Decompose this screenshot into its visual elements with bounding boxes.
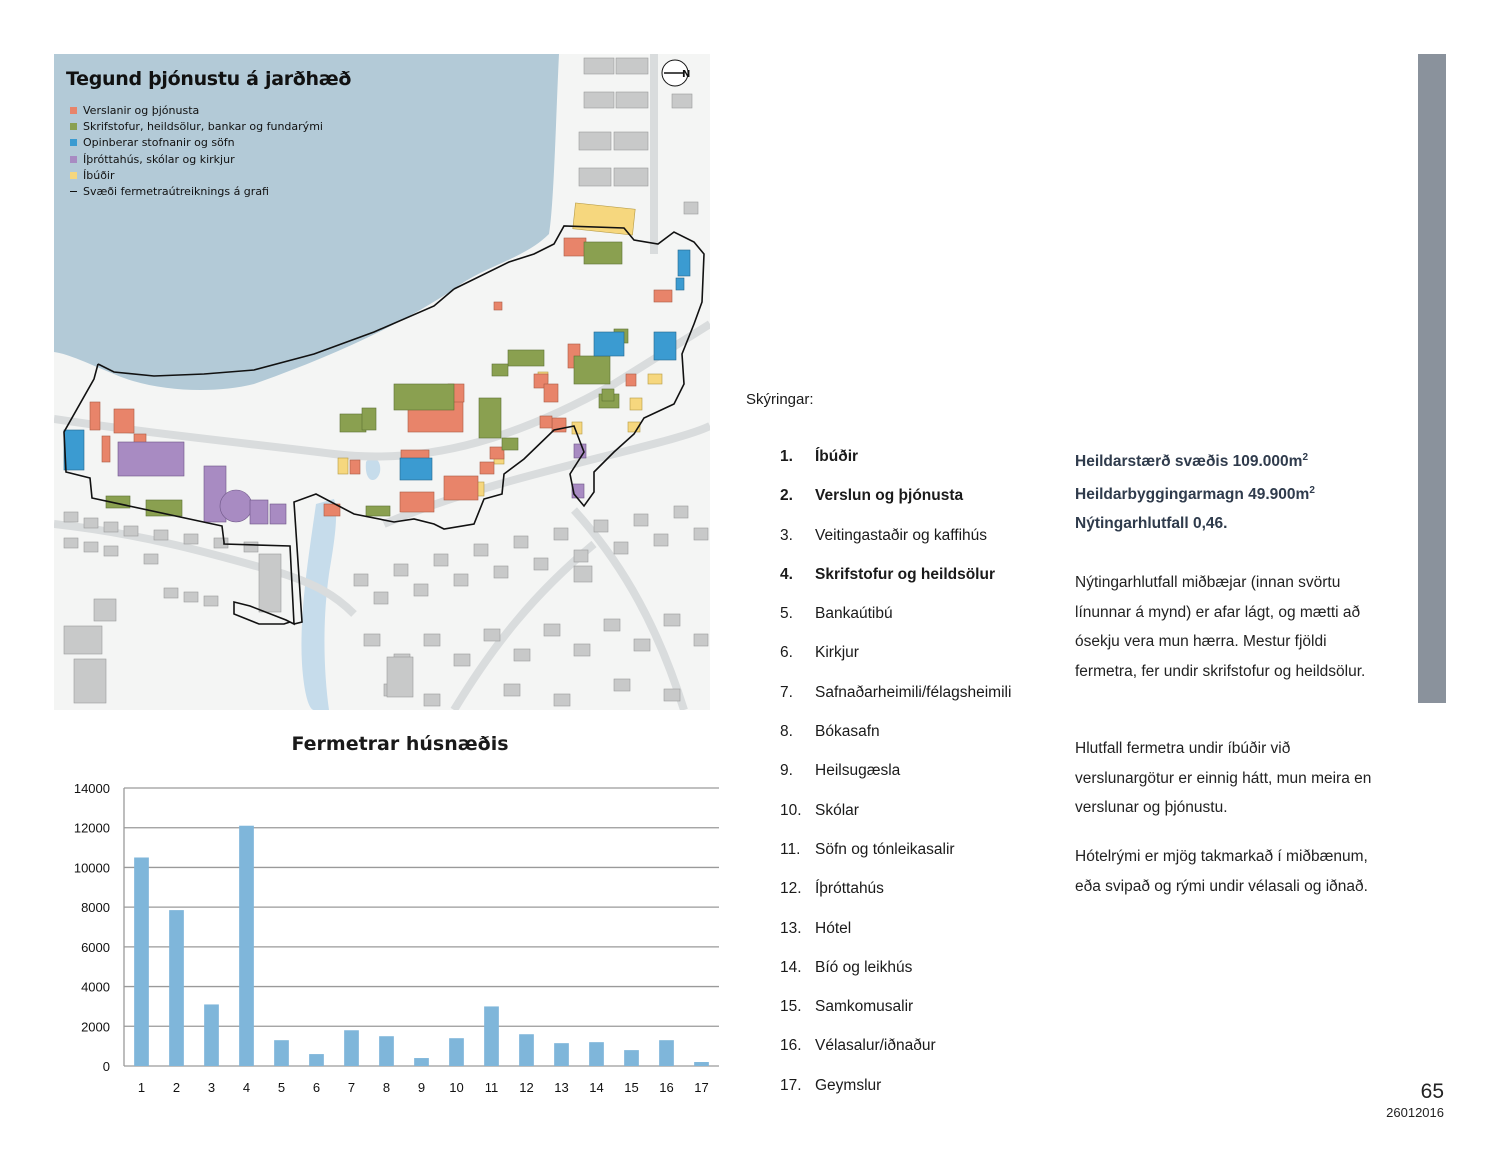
category-item xyxy=(780,644,1011,683)
chart-title: Fermetrar húsnæðis xyxy=(291,733,509,755)
area-stats xyxy=(1075,443,1315,538)
category-number: 5. xyxy=(780,605,793,623)
category-number: 2. xyxy=(780,487,793,505)
bar xyxy=(274,1040,289,1066)
y-tick-label: 2000 xyxy=(81,1019,110,1035)
total-area xyxy=(1075,443,1315,476)
paragraph-utilization: Nýtingarhlutfall miðbæjar (innan svörtu línunnar á mynd) er afar lágt, og mætti að ósekju vera mun hærra. Mestur fjöldi fermetra, fer undir skrifstofur og heildsölur. xyxy=(1075,574,1366,680)
total-building-area xyxy=(1075,476,1315,509)
category-number: 11. xyxy=(780,840,801,858)
chart-bars xyxy=(134,826,709,1066)
chart-y-axis xyxy=(74,781,110,1074)
category-item xyxy=(780,527,1011,566)
category-label: Geymslur xyxy=(815,1076,882,1094)
legend-label: Svæði fermetraútreiknings á grafi xyxy=(83,185,269,199)
category-label: Vélasalur/iðnaður xyxy=(815,1037,936,1055)
category-label: Heilsugæsla xyxy=(815,762,901,780)
y-tick-label: 14000 xyxy=(73,781,110,796)
category-number: 7. xyxy=(780,683,793,701)
legend-swatch xyxy=(70,123,77,130)
utilization-ratio: Nýtingarhlutfall 0,46. xyxy=(1075,515,1228,533)
x-tick-label: 16 xyxy=(659,1080,674,1095)
paragraph-residential: Hlutfall fermetra undir íbúðir við verslunargötur er einnig hátt, mun meira en verslunar og þjónustu. xyxy=(1075,740,1372,816)
category-number: 3. xyxy=(780,526,793,544)
bar xyxy=(309,1054,324,1066)
category-item xyxy=(780,1077,1011,1116)
category-label: Skólar xyxy=(815,801,859,819)
legend-label: Skrifstofur, heildsölur, bankar og fundarými xyxy=(83,119,323,133)
legend-swatch xyxy=(70,139,77,146)
map-legend-item xyxy=(70,151,323,167)
category-number: 16. xyxy=(780,1037,802,1055)
map-legend-item xyxy=(70,135,323,151)
legend-heading: Skýringar: xyxy=(746,391,814,408)
bar xyxy=(344,1030,359,1066)
category-label: Verslun og þjónusta xyxy=(815,487,964,505)
legend-swatch xyxy=(70,156,77,163)
category-number: 8. xyxy=(780,723,793,741)
category-label: Veitingastaðir og kaffihús xyxy=(815,526,988,544)
category-item xyxy=(780,605,1011,644)
x-tick-label: 12 xyxy=(519,1080,534,1095)
category-number: 17. xyxy=(780,1076,802,1094)
x-tick-label: 15 xyxy=(624,1080,639,1095)
site-map xyxy=(54,54,710,710)
category-item xyxy=(780,487,1011,526)
map-legend-item xyxy=(70,167,323,183)
category-list xyxy=(780,448,1011,1116)
map-title: Tegund þjónustu á jarðhæð xyxy=(66,68,352,90)
x-tick-label: 14 xyxy=(589,1080,604,1095)
category-item xyxy=(780,920,1011,959)
category-item xyxy=(780,566,1011,605)
north-arrow-icon xyxy=(660,58,690,88)
category-number: 10. xyxy=(780,801,802,819)
bar xyxy=(624,1050,639,1066)
category-item xyxy=(780,841,1011,880)
map-legend-item xyxy=(70,183,323,199)
side-accent-bar xyxy=(1418,54,1446,703)
unit-superscript: 2 xyxy=(1302,452,1309,463)
y-tick-label: 12000 xyxy=(73,820,110,836)
y-tick-label: 8000 xyxy=(81,900,110,916)
bar xyxy=(519,1034,534,1066)
y-tick-label: 0 xyxy=(102,1059,110,1074)
legend-label: Íþróttahús, skólar og kirkjur xyxy=(83,152,235,166)
chart-x-axis xyxy=(138,1080,709,1095)
x-tick-label: 7 xyxy=(347,1080,356,1095)
bar xyxy=(694,1062,709,1066)
bar xyxy=(239,826,254,1066)
category-item xyxy=(780,998,1011,1037)
category-number: 14. xyxy=(780,958,802,976)
category-item xyxy=(780,802,1011,841)
y-tick-label: 10000 xyxy=(73,860,110,876)
category-number: 12. xyxy=(780,880,802,898)
category-label: Íbúðir xyxy=(815,448,859,465)
x-tick-label: 1 xyxy=(137,1080,146,1095)
category-label: Bókasafn xyxy=(815,723,880,741)
bar xyxy=(449,1038,464,1066)
bar xyxy=(204,1004,219,1066)
x-tick-label: 17 xyxy=(694,1080,709,1095)
paragraph-hotel: Hótelrými er mjög takmarkað í miðbænum, eða svipað og rými undir vélasali og iðnað. xyxy=(1075,848,1368,895)
svg-text:N: N xyxy=(682,69,690,80)
category-item xyxy=(780,684,1011,723)
category-number: 6. xyxy=(780,644,793,662)
legend-label: Íbúðir xyxy=(83,168,115,182)
category-label: Skrifstofur og heildsölur xyxy=(815,565,995,583)
map-legend-item xyxy=(70,102,323,118)
legend-line-swatch xyxy=(70,191,77,192)
bar xyxy=(169,910,184,1066)
unit-superscript: 2 xyxy=(1309,485,1315,497)
category-number: 1. xyxy=(780,448,793,465)
y-tick-label: 6000 xyxy=(81,939,110,955)
x-tick-label: 4 xyxy=(242,1080,251,1095)
x-tick-label: 6 xyxy=(312,1080,321,1095)
category-number: 4. xyxy=(780,565,793,583)
y-tick-label: 4000 xyxy=(81,979,110,995)
category-label: Hótel xyxy=(815,919,852,937)
bar xyxy=(484,1006,499,1066)
bar xyxy=(659,1040,674,1066)
category-number: 13. xyxy=(780,919,802,937)
category-label: Bíó og leikhús xyxy=(815,958,913,976)
category-item xyxy=(780,1037,1011,1076)
legend-swatch xyxy=(70,172,77,179)
legend-label: Opinberar stofnanir og söfn xyxy=(83,136,235,150)
bar xyxy=(589,1042,604,1066)
category-item xyxy=(780,448,1011,487)
x-tick-label: 2 xyxy=(172,1080,181,1095)
map-legend xyxy=(70,102,323,200)
bar xyxy=(554,1043,569,1066)
x-tick-label: 13 xyxy=(554,1080,569,1095)
bar xyxy=(414,1058,429,1066)
page-number: 65 xyxy=(1420,1080,1444,1103)
x-tick-label: 11 xyxy=(484,1080,499,1095)
legend-label: Verslanir og þjónusta xyxy=(83,103,200,117)
x-tick-label: 8 xyxy=(382,1080,391,1095)
category-label: Safnaðarheimili/félagsheimili xyxy=(815,683,1012,701)
category-item xyxy=(780,723,1011,762)
category-label: Bankaútibú xyxy=(815,605,893,623)
category-number: 9. xyxy=(780,762,793,780)
bar xyxy=(379,1036,394,1066)
stream xyxy=(301,499,336,710)
total-area-text: Heildarstærð svæðis 109.000m xyxy=(1075,453,1303,471)
pond xyxy=(366,458,380,480)
bar xyxy=(134,858,149,1067)
x-tick-label: 10 xyxy=(449,1080,464,1095)
x-tick-label: 9 xyxy=(417,1080,426,1095)
category-item xyxy=(780,762,1011,801)
category-label: Samkomusalir xyxy=(815,998,914,1016)
bar-chart xyxy=(54,770,744,1110)
category-number: 15. xyxy=(780,998,802,1016)
category-label: Íþróttahús xyxy=(815,880,884,898)
x-tick-label: 5 xyxy=(277,1080,286,1095)
document-date: 26012016 xyxy=(1386,1105,1444,1120)
category-label: Kirkjur xyxy=(815,644,859,662)
total-building-area-text: Heildarbyggingarmagn 49.900m xyxy=(1075,486,1310,504)
x-tick-label: 3 xyxy=(207,1080,216,1095)
category-item xyxy=(780,959,1011,998)
category-item xyxy=(780,880,1011,919)
category-label: Söfn og tónleikasalir xyxy=(815,840,955,858)
legend-swatch xyxy=(70,107,77,114)
map-legend-item xyxy=(70,118,323,134)
